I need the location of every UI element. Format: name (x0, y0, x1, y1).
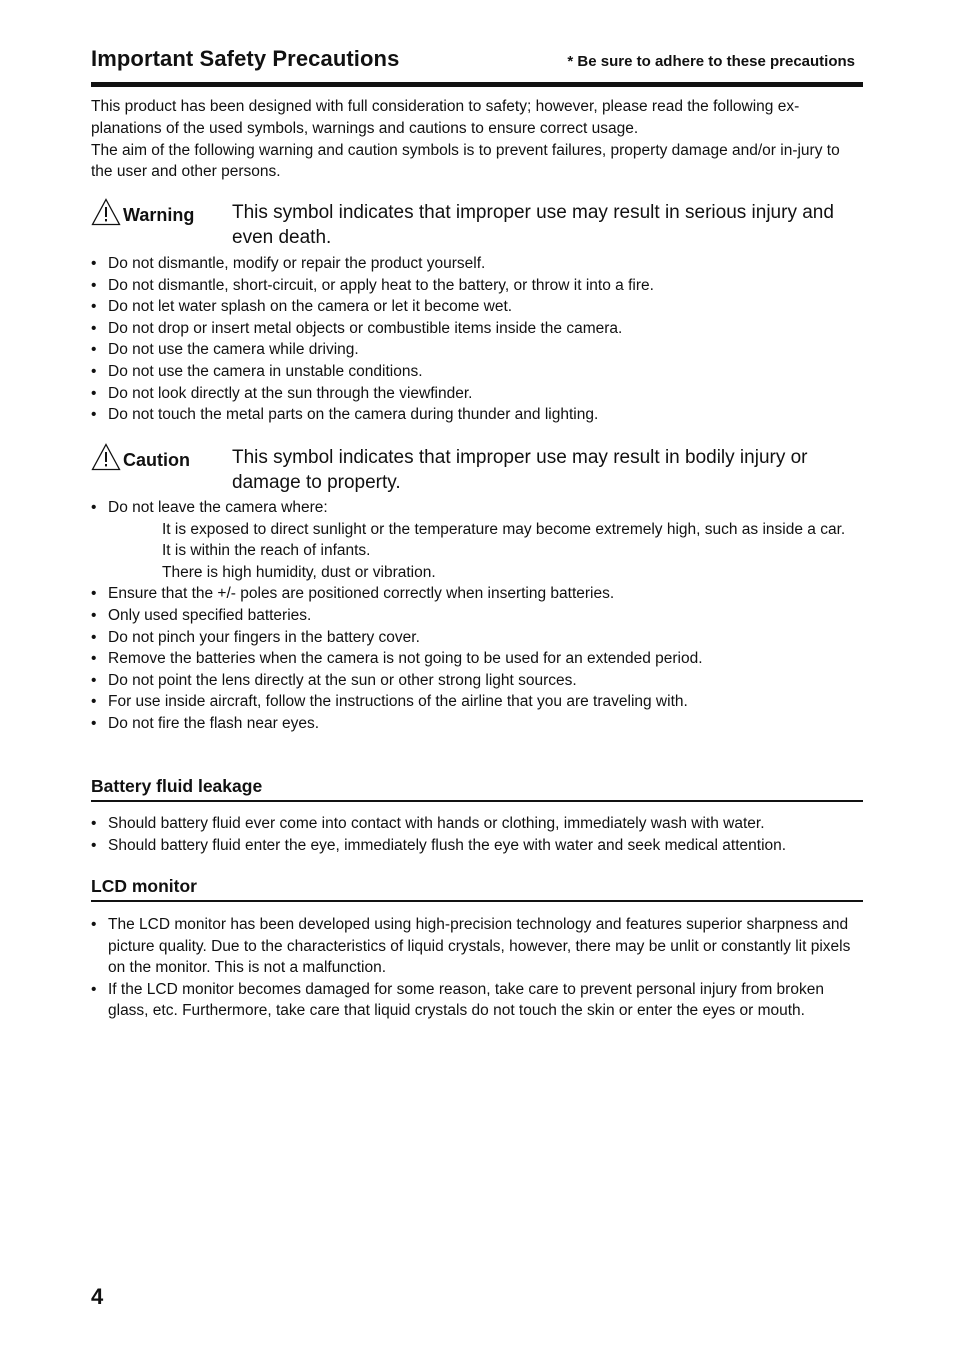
page-number: 4 (91, 1284, 104, 1309)
caution-sub-list (108, 519, 863, 584)
caution-list (91, 497, 863, 735)
list-item: • Do not dismantle, modify or repair the product yourself. (91, 253, 863, 275)
list-item: • For use inside aircraft, follow the instructions of the airline that you are traveling with. (91, 691, 863, 713)
intro-paragraph-2: The aim of the following warning and caution symbols is to prevent failures, property damage and/or in-jury to the user and other persons. (91, 141, 840, 181)
battery-section-heading (91, 774, 863, 802)
list-item: • Should battery fluid ever come into contact with hands or clothing, immediately wash with water. (91, 813, 863, 835)
list-item: • Do not look directly at the sun through the viewfinder. (91, 383, 863, 405)
list-item: • Do not dismantle, short-circuit, or apply heat to the battery, or throw it into a fire. (91, 275, 863, 297)
page-title: Important Safety Precautions (91, 46, 400, 71)
caution-heading (91, 443, 190, 471)
list-item: • If the LCD monitor becomes damaged for some reason, take care to prevent personal injury from broken glass, etc. Furthermore, take care that liquid crystals do not touch the skin or enter the eyes or mouth. (91, 979, 863, 1022)
lcd-list (91, 914, 863, 1022)
caution-first-item: Do not leave the camera where: (108, 499, 328, 516)
list-item: • Should battery fluid enter the eye, immediately flush the eye with water and seek medical attention. (91, 835, 863, 857)
list-item: • Do not pinch your fingers in the battery cover. (91, 627, 863, 649)
list-item: • Do not use the camera while driving. (91, 339, 863, 361)
list-item: • Do not point the lens directly at the sun or other strong light sources. (91, 670, 863, 692)
warning-triangle-icon (91, 198, 121, 226)
intro-text (91, 96, 863, 183)
warning-triangle-icon (91, 443, 121, 471)
page-subtitle: * Be sure to adhere to these precautions (567, 53, 855, 70)
list-item: • Do not let water splash on the camera or let it become wet. (91, 296, 863, 318)
warning-heading (91, 198, 194, 226)
list-item: • Do not touch the metal parts on the camera during thunder and lighting. (91, 404, 863, 426)
caution-description: This symbol indicates that improper use may result in bodily injury or damage to property. (232, 447, 808, 493)
sub-list-item: It is within the reach of infants. (162, 542, 371, 560)
battery-list (91, 813, 863, 856)
list-item: • Only used specified batteries. (91, 605, 863, 627)
list-item: • Do not drop or insert metal objects or combustible items inside the camera. (91, 318, 863, 340)
page-header (91, 44, 863, 87)
warning-list (91, 253, 863, 426)
list-item (91, 497, 863, 583)
sub-list-item: It is exposed to direct sunlight or the temperature may become extremely high, such as inside a car. (162, 520, 846, 538)
intro-paragraph-1: This product has been designed with full consideration to safety; however, please read the following ex-planations of the used symbols, warnings and cautions to ensure correct usage. (91, 98, 800, 137)
list-item: • Ensure that the +/- poles are positioned correctly when inserting batteries. (91, 583, 863, 605)
sub-list-item: There is high humidity, dust or vibration. (162, 563, 436, 581)
list-item: • Remove the batteries when the camera is not going to be used for an extended period. (91, 648, 863, 670)
lcd-section-heading (91, 874, 863, 902)
list-item: • Do not fire the flash near eyes. (91, 713, 863, 735)
section-title: LCD monitor (91, 876, 197, 896)
warning-description: This symbol indicates that improper use may result in serious injury and even death. (232, 202, 834, 248)
caution-label: Caution (123, 450, 190, 470)
section-title: Battery fluid leakage (91, 776, 263, 796)
list-item: • The LCD monitor has been developed using high-precision technology and features superior sharpness and picture quality. Due to the characteristics of liquid crystals, however, there may be unlit or constantly lit pixels on the monitor. This is not a malfunction. (91, 914, 863, 979)
list-item: • Do not use the camera in unstable conditions. (91, 361, 863, 383)
warning-label: Warning (123, 205, 195, 225)
